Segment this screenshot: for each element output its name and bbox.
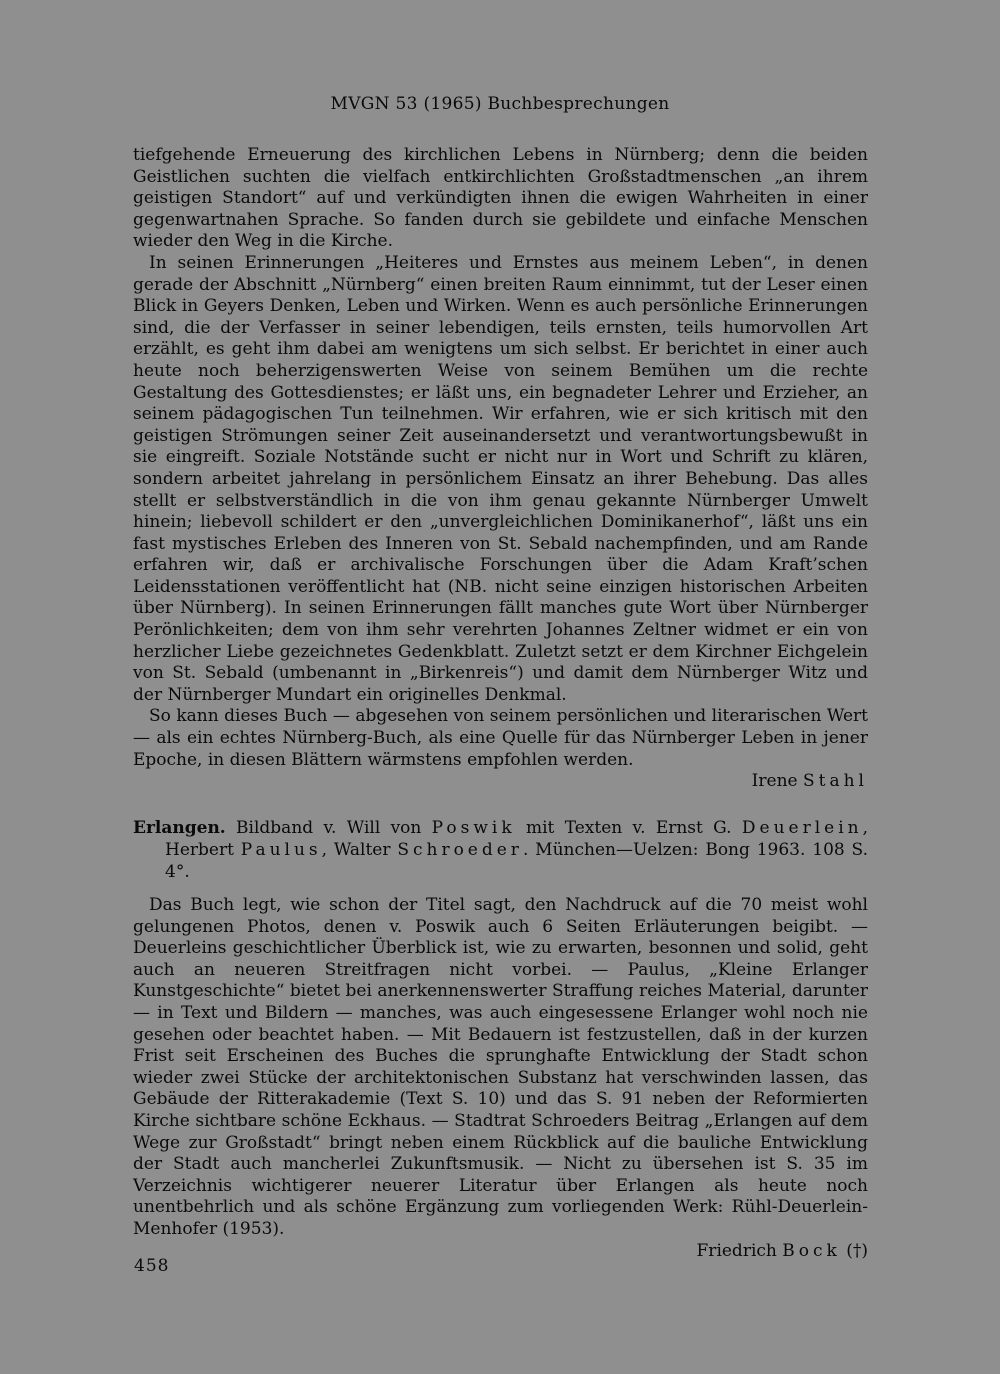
- citation-entry: [133, 818, 868, 883]
- running-head: MVGN 53 (1965) Buchbesprechungen: [330, 94, 670, 114]
- review-paragraph: So kann dieses Buch — abgesehen von seinem persönlichen und literarischen Wert — als ein echtes Nürnberg-Buch, als eine Quelle für das Nürnberger Leben in jener Epoche, in diesen Blättern wärmstens empfohlen werden.: [133, 706, 868, 770]
- page-number: 458: [134, 1256, 170, 1276]
- reviewer-signature: [133, 771, 868, 793]
- author-name: Poswik: [431, 818, 516, 838]
- book-citation: [133, 818, 868, 883]
- review-paragraph: tiefgehende Erneuerung des kirchlichen Lebens in Nürnberg; denn die beiden Geistlichen suchten die vielfach entkirchlichten Großstadtmenschen „an ihrem geistigen Standort“ auf und verkündigten ihnen die ewigen Wahrheiten in einer gegenwartnahen Sprache. So fanden durch sie gebildete und einfache Menschen wieder den Weg in die Kirche.: [133, 145, 868, 252]
- citation-text: . München—Uelzen: Bong 1963. 108 S. 4°.: [165, 839, 868, 882]
- reviewer-last-name: Bock: [782, 1240, 841, 1261]
- review-erlangen: [133, 895, 868, 1262]
- review-paragraph: In seinen Erinnerungen „Heiteres und Ernstes aus meinem Leben“, in denen gerade der Abschnitt „Nürnberg“ einen breiten Raum einnimmt, tut der Leser einen Blick in Geyers Denken, Leben und Wirken. Wenn es auch persönliche Erinnerungen sind, die der Verfasser in seiner lebendigen, teils ernsten, teils humorvollen Art erzählt, es geht ihm dabei am wenigtens um sich selbst. Er berichtet in einer auch heute noch beherzigenswerten Weise von seinem Bemühen um die rechte Gestaltung des Gottesdienstes; er läßt uns, ein begnadeter Lehrer und Erzieher, an seinem pädagogischen Tun teilnehmen. Wir erfahren, wie er sich kritisch mit den geistigen Strömungen seiner Zeit auseinandersetzt und verantwortungsbewußt in sie eingreift. Soziale Notstände sucht er nicht nur in Wort und Schrift zu klären, sondern arbeitet jahrelang in persönlichem Einsatz an ihrer Behebung. Das alles stellt er selbstverständlich in die von ihm genau gekannte Nürnberger Umwelt hinein; liebevoll schildert er den „unvergleichlichen Dominikanerhof“, läßt uns ein fast mystisches Erleben des Inneren von St. Sebald nachempfinden, und am Rande erfahren wir, daß er archivalische Forschungen über die Adam Kraft’schen Leidensstationen veröffentlicht hat (NB. nicht seine einzigen historischen Arbeiten über Nürnberg). In seinen Erinnerungen fällt manches gute Wort über Nürnberger Perönlichkeiten; dem von ihm sehr verehrten Johannes Zeltner widmet er ein von herzlicher Liebe gezeichnetes Gedenkblatt. Zuletzt setzt er dem Kirchner Eichgelein von St. Sebald (umbenannt in „Birkenreis“) und damit dem Nürnberger Witz und der Nürnberger Mundart ein originelles Denkmal.: [133, 252, 868, 705]
- citation-text: , Walter: [321, 839, 398, 860]
- reviewer-suffix: (†): [840, 1240, 868, 1261]
- reviewer-first-name: Irene: [751, 771, 803, 792]
- author-name: Schroeder: [397, 839, 523, 860]
- citation-text: Bildband v. Will von: [225, 818, 432, 838]
- reviewer-last-name: Stahl: [803, 771, 868, 792]
- review-paragraph: Das Buch legt, wie schon der Titel sagt, den Nachdruck auf die 70 meist wohl gelungenen Photos, denen v. Poswik auch 6 Seiten Erläuterungen beigibt. — Deuerleins geschichtlicher Überblick ist, wie zu erwarten, besonnen und solid, geht auch an neueren Streitfragen nicht vorbei. — Paulus, „Kleine Erlanger Kunstgeschichte“ bietet bei anerkennenswerter Straffung reiches Material, darunter — in Text und Bildern — manches, was auch eingesessene Erlanger wohl noch nie gesehen oder beachtet haben. — Mit Bedauern ist festzustellen, daß in der kurzen Frist seit Erscheinen des Buches die sprunghafte Entwicklung der Stadt schon wieder zwei Stücke der architektonischen Substanz hat verschwinden lassen, das Gebäude der Ritterakademie (Text S. 10) und das S. 91 neben der Reformierten Kirche sichtbare schöne Eckhaus. — Stadtrat Schroeders Beitrag „Erlangen auf dem Wege zur Großstadt“ bringt neben einem Rückblick auf die bauliche Entwicklung der Stadt auch mancherlei Zukunftsmusik. — Nicht zu übersehen ist S. 35 im Verzeichnis wichtigerer neuerer Literatur über Erlangen als heute noch unentbehrlich und als schöne Ergänzung zum vorliegenden Werk: Rühl-Deuerlein-Menhofer (1953).: [133, 895, 868, 1239]
- author-name: Deuerlein: [741, 818, 863, 838]
- citation-title: Erlangen.: [133, 818, 226, 838]
- reviewer-signature: [133, 1241, 868, 1263]
- author-name: Paulus: [240, 839, 322, 860]
- review-geyer: [133, 145, 868, 793]
- citation-text: , Herbert: [165, 818, 868, 860]
- reviewer-first-name: Friedrich: [696, 1240, 783, 1261]
- citation-text: mit Texten v. Ernst G.: [515, 818, 742, 838]
